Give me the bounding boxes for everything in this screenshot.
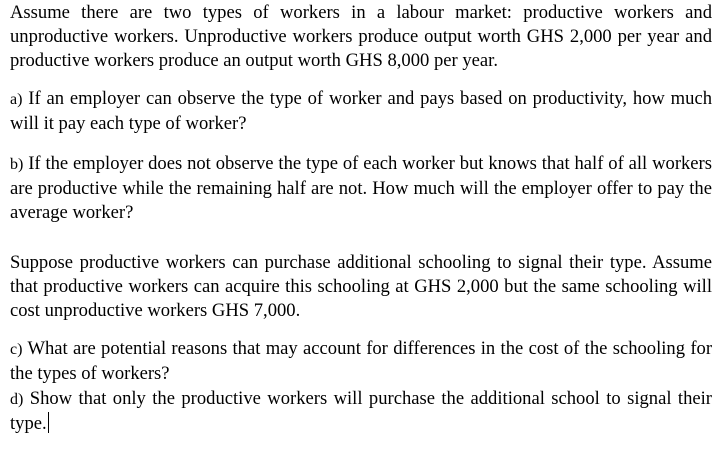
question-d-text[interactable]: Show that only the productive workers will purchase the additional school to signal their type.	[10, 388, 712, 434]
question-d-label: d)	[10, 391, 24, 408]
text-cursor	[48, 412, 49, 433]
schooling-paragraph: Suppose productive workers can purchase additional schooling to signal their type. Assume that productive workers can acquire this schooling at GHS 2,000 but the same schooling will cost unproductive workers GHS 7,000.	[10, 252, 712, 321]
question-a-label: a)	[10, 91, 23, 108]
question-d[interactable]	[10, 387, 712, 436]
question-b	[10, 152, 712, 225]
question-b-text: If the employer does not observe the type of each worker but knows that half of all workers are productive while the remaining half are not. How much will the employer offer to pay the average worker?	[10, 153, 712, 223]
question-a-text: If an employer can observe the type of worker and pays based on productivity, how much will it pay each type of worker?	[10, 88, 712, 134]
question-c-label: c)	[10, 341, 23, 358]
intro-paragraph: Assume there are two types of workers in a labour market: productive workers and unproductive workers. Unproductive workers produce output worth GHS 2,000 per year and productive workers produce an output worth GHS 8,000 per year.	[10, 2, 712, 71]
question-c-text: What are potential reasons that may account for differences in the cost of the schooling for the types of workers?	[10, 338, 713, 384]
question-b-label: b)	[10, 156, 24, 173]
document-body	[10, 0, 712, 436]
question-c	[10, 337, 712, 386]
question-a	[10, 87, 712, 136]
